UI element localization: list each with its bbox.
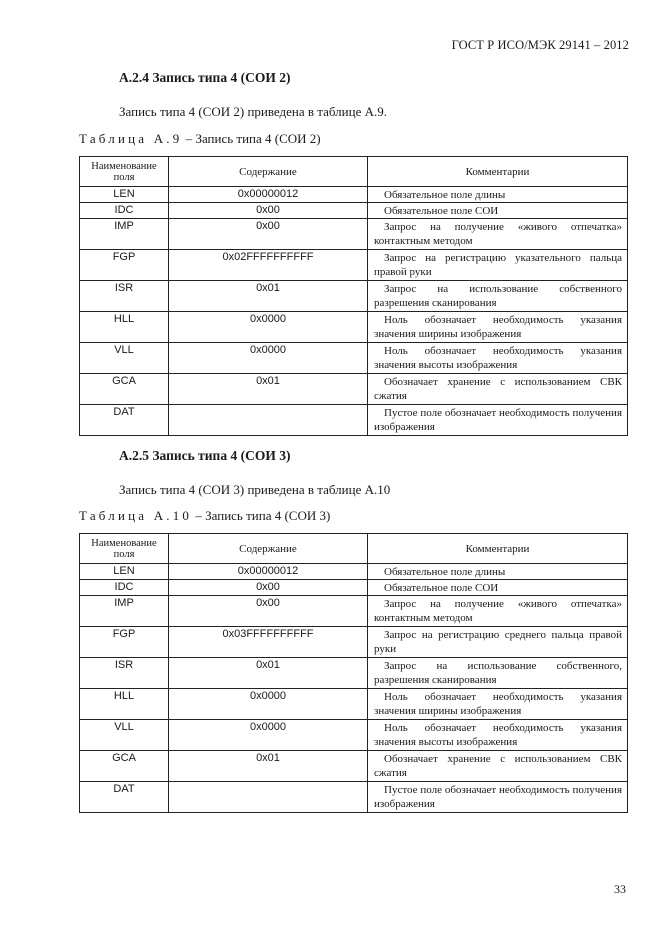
document-header: ГОСТ Р ИСО/МЭК 29141 – 2012 bbox=[451, 38, 629, 52]
field-name-cell: IDC bbox=[80, 203, 169, 219]
field-name-cell: DAT bbox=[80, 405, 169, 436]
field-comment-cell: Пустое поле обозначает необходимость получения изображения bbox=[368, 782, 628, 813]
field-comment-cell: Запрос на получение «живого отпечатка» контактным методом bbox=[368, 596, 628, 627]
section-heading-a25: А.2.5 Запись типа 4 (СОИ 3) bbox=[119, 448, 291, 463]
table-row bbox=[80, 374, 628, 405]
table-header-row bbox=[80, 534, 628, 564]
column-header: Наименование поля bbox=[80, 534, 169, 564]
table-row bbox=[80, 751, 628, 782]
table-a10 bbox=[79, 533, 628, 813]
table-a9 bbox=[79, 156, 628, 436]
field-name-cell: IMP bbox=[80, 596, 169, 627]
field-comment-cell: Запрос на регистрацию среднего пальца правой руки bbox=[368, 627, 628, 658]
table-row bbox=[80, 596, 628, 627]
table-row bbox=[80, 627, 628, 658]
field-comment-cell: Обязательное поле длины bbox=[368, 187, 628, 203]
table-caption-title: – Запись типа 4 (СОИ 3) bbox=[195, 508, 331, 523]
table-row bbox=[80, 203, 628, 219]
field-comment-cell: Пустое поле обозначает необходимость получения изображения bbox=[368, 405, 628, 436]
table-row bbox=[80, 405, 628, 436]
field-comment-cell: Запрос на использование собственного разрешения сканирования bbox=[368, 281, 628, 312]
table-row bbox=[80, 564, 628, 580]
section-intro-a25: Запись типа 4 (СОИ 3) приведена в таблице А.10 bbox=[119, 482, 391, 497]
field-comment-cell: Ноль обозначает необходимость указания значения высоты изображения bbox=[368, 343, 628, 374]
field-name-cell: FGP bbox=[80, 627, 169, 658]
field-content-cell: 0x0000 bbox=[169, 312, 368, 343]
field-comment-cell: Обязательное поле СОИ bbox=[368, 580, 628, 596]
field-content-cell: 0x00 bbox=[169, 596, 368, 627]
field-content-cell: 0x00 bbox=[169, 219, 368, 250]
table-row bbox=[80, 250, 628, 281]
field-name-cell: LEN bbox=[80, 187, 169, 203]
field-comment-cell: Обозначает хранение с использованием СВК сжатия bbox=[368, 751, 628, 782]
table-row bbox=[80, 312, 628, 343]
column-header: Наименование поля bbox=[80, 157, 169, 187]
field-content-cell: 0x01 bbox=[169, 751, 368, 782]
field-name-cell: VLL bbox=[80, 343, 169, 374]
field-name-cell: FGP bbox=[80, 250, 169, 281]
table-row bbox=[80, 689, 628, 720]
field-name-cell: VLL bbox=[80, 720, 169, 751]
table-caption-label: Таблица А.10 bbox=[79, 508, 193, 523]
field-content-cell bbox=[169, 405, 368, 436]
field-name-cell: LEN bbox=[80, 564, 169, 580]
table-caption-a9 bbox=[79, 131, 321, 147]
field-comment-cell: Ноль обозначает необходимость указания значения высоты изображения bbox=[368, 720, 628, 751]
column-header: Содержание bbox=[169, 157, 368, 187]
section-heading-a24: А.2.4 Запись типа 4 (СОИ 2) bbox=[119, 70, 291, 85]
field-name-cell: HLL bbox=[80, 689, 169, 720]
table-row bbox=[80, 281, 628, 312]
field-content-cell: 0x00 bbox=[169, 580, 368, 596]
table-row bbox=[80, 187, 628, 203]
field-comment-cell: Обязательное поле длины bbox=[368, 564, 628, 580]
field-comment-cell: Ноль обозначает необходимость указания значения ширины изображения bbox=[368, 312, 628, 343]
field-name-cell: HLL bbox=[80, 312, 169, 343]
field-name-cell: ISR bbox=[80, 281, 169, 312]
field-content-cell: 0x00000012 bbox=[169, 187, 368, 203]
field-content-cell: 0x03FFFFFFFFFF bbox=[169, 627, 368, 658]
field-name-cell: DAT bbox=[80, 782, 169, 813]
field-content-cell bbox=[169, 782, 368, 813]
field-content-cell: 0x0000 bbox=[169, 720, 368, 751]
field-content-cell: 0x00 bbox=[169, 203, 368, 219]
field-name-cell: ISR bbox=[80, 658, 169, 689]
field-name-cell: IDC bbox=[80, 580, 169, 596]
table-row bbox=[80, 343, 628, 374]
field-name-cell: GCA bbox=[80, 374, 169, 405]
field-name-cell: GCA bbox=[80, 751, 169, 782]
field-comment-cell: Запрос на регистрацию указательного пальца правой руки bbox=[368, 250, 628, 281]
table-caption-label: Таблица А.9 bbox=[79, 131, 183, 146]
column-header: Содержание bbox=[169, 534, 368, 564]
field-content-cell: 0x00000012 bbox=[169, 564, 368, 580]
section-intro-a24: Запись типа 4 (СОИ 2) приведена в таблице А.9. bbox=[119, 104, 387, 119]
table-row bbox=[80, 580, 628, 596]
column-header: Комментарии bbox=[368, 157, 628, 187]
field-content-cell: 0x0000 bbox=[169, 343, 368, 374]
field-comment-cell: Обозначает хранение с использованием СВК сжатия bbox=[368, 374, 628, 405]
table-row bbox=[80, 658, 628, 689]
field-content-cell: 0x0000 bbox=[169, 689, 368, 720]
field-comment-cell: Обязательное поле СОИ bbox=[368, 203, 628, 219]
field-comment-cell: Запрос на получение «живого отпечатка» контактным методом bbox=[368, 219, 628, 250]
table-row bbox=[80, 219, 628, 250]
table-header-row bbox=[80, 157, 628, 187]
field-content-cell: 0x01 bbox=[169, 374, 368, 405]
field-content-cell: 0x02FFFFFFFFFF bbox=[169, 250, 368, 281]
field-name-cell: IMP bbox=[80, 219, 169, 250]
field-content-cell: 0x01 bbox=[169, 658, 368, 689]
field-comment-cell: Запрос на использование собственного, разрешения сканирования bbox=[368, 658, 628, 689]
table-caption-a10 bbox=[79, 508, 330, 524]
table-row bbox=[80, 720, 628, 751]
field-content-cell: 0x01 bbox=[169, 281, 368, 312]
table-row bbox=[80, 782, 628, 813]
field-comment-cell: Ноль обозначает необходимость указания значения ширины изображения bbox=[368, 689, 628, 720]
page-number: 33 bbox=[614, 882, 626, 896]
column-header: Комментарии bbox=[368, 534, 628, 564]
table-caption-title: – Запись типа 4 (СОИ 2) bbox=[185, 131, 321, 146]
